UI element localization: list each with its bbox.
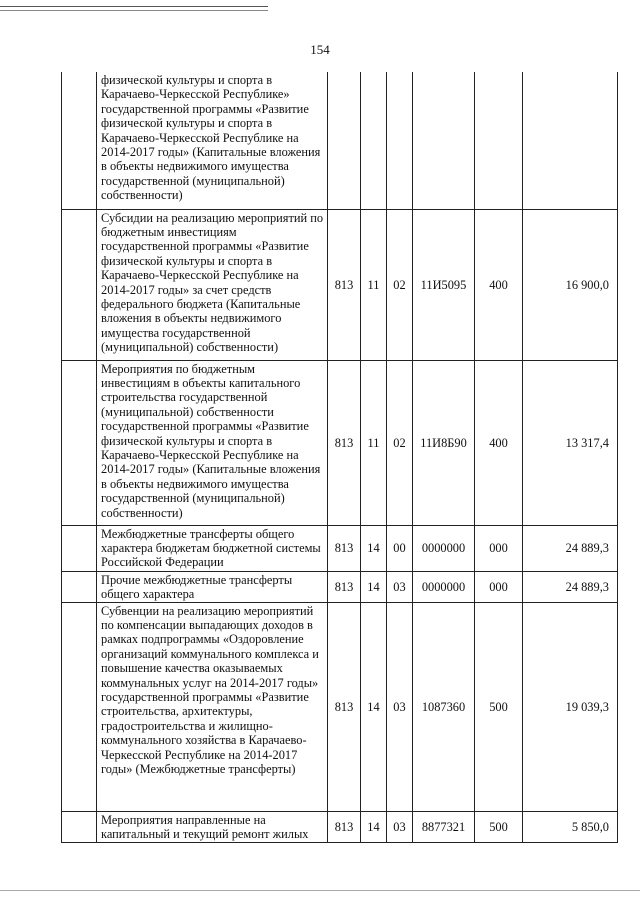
description-cell: Субвенции на реализацию мероприятий по компенсации выпадающих доходов в рамках подпрограммы «Оздоровление организаций коммунального комплекса и повышение качества оказываемых коммунальных услуг на 2014-2017 годы» государственной программы «Развитие строительства, архитектуры, градостроительства и жилищно-коммунального хозяйства в Карачаево-Черкесской Республике на 2014-2017 годы» (Межбюджетные трансферты) (97, 602, 328, 811)
table-row (62, 811, 618, 842)
table-row (62, 571, 618, 602)
ved-cell: 813 (328, 360, 361, 525)
sum-cell: 5 850,0 (523, 811, 618, 842)
vr-cell: 500 (475, 602, 523, 811)
table-row (62, 525, 618, 571)
sum-cell: 19 039,3 (523, 602, 618, 811)
footer-rule (0, 890, 640, 891)
ved-cell: 813 (328, 571, 361, 602)
csr-cell (413, 72, 475, 209)
csr-cell: 8877321 (413, 811, 475, 842)
pr-cell: 02 (387, 209, 413, 360)
pr-cell: 00 (387, 525, 413, 571)
table-row (62, 360, 618, 525)
ved-cell: 813 (328, 209, 361, 360)
ved-cell (328, 72, 361, 209)
rz-cell: 14 (361, 602, 387, 811)
vr-cell: 400 (475, 209, 523, 360)
sum-cell: 24 889,3 (523, 571, 618, 602)
ved-cell: 813 (328, 811, 361, 842)
csr-cell: 0000000 (413, 571, 475, 602)
sum-cell (523, 72, 618, 209)
csr-cell: 0000000 (413, 525, 475, 571)
description-cell: Субсидии на реализацию мероприятий по бюджетным инвестициям государственной программы «Развитие физической культуры и спорта в Карачаево-Черкесской Республике на 2014-2017 годы» за счет средств федерального бюджета (Капитальные вложения в объекты недвижимого имущества государственной (муниципальной) собственности) (97, 209, 328, 360)
rz-cell: 14 (361, 571, 387, 602)
rz-cell: 14 (361, 525, 387, 571)
header-rule-secondary (0, 10, 268, 11)
row-number-cell (62, 360, 97, 525)
vr-cell: 400 (475, 360, 523, 525)
ved-cell: 813 (328, 602, 361, 811)
rz-cell (361, 72, 387, 209)
rz-cell: 11 (361, 360, 387, 525)
table-row (62, 72, 618, 209)
page-number: 154 (310, 42, 330, 57)
table-row (62, 602, 618, 811)
header-rule (0, 6, 268, 7)
pr-cell: 02 (387, 360, 413, 525)
pr-cell: 03 (387, 571, 413, 602)
rz-cell: 14 (361, 811, 387, 842)
sum-cell: 16 900,0 (523, 209, 618, 360)
table-row (62, 209, 618, 360)
csr-cell: 1087360 (413, 602, 475, 811)
row-number-cell (62, 525, 97, 571)
csr-cell: 11И8Б90 (413, 360, 475, 525)
row-number-cell (62, 811, 97, 842)
budget-table (61, 72, 618, 843)
vr-cell: 000 (475, 571, 523, 602)
vr-cell (475, 72, 523, 209)
description-cell: Межбюджетные трансферты общего характера бюджетам бюджетной системы Российской Федерации (97, 525, 328, 571)
description-cell: физической культуры и спорта в Карачаево-Черкесской Республике» государственной программы «Развитие физической культуры и спорта в Карачаево-Черкесской Республике на 2014-2017 годы» (Капитальные вложения в объекты недвижимого имущества государственной (муниципальной) собственности) (97, 72, 328, 209)
pr-cell: 03 (387, 811, 413, 842)
sum-cell: 13 317,4 (523, 360, 618, 525)
pr-cell: 03 (387, 602, 413, 811)
row-number-cell (62, 571, 97, 602)
vr-cell: 000 (475, 525, 523, 571)
vr-cell: 500 (475, 811, 523, 842)
csr-cell: 11И5095 (413, 209, 475, 360)
description-cell: Мероприятия по бюджетным инвестициям в объекты капитального строительства государственной (муниципальной) собственности государственной программы «Развитие физической культуры и спорта в Карачаево-Черкесской Республике на 2014-2017 годы» (Капитальные вложения в объекты недвижимого имущества государственной (муниципальной) собственности) (97, 360, 328, 525)
row-number-cell (62, 72, 97, 209)
description-cell: Мероприятия направленные на капитальный и текущий ремонт жилых (97, 811, 328, 842)
pr-cell (387, 72, 413, 209)
description-cell: Прочие межбюджетные трансферты общего характера (97, 571, 328, 602)
ved-cell: 813 (328, 525, 361, 571)
row-number-cell (62, 209, 97, 360)
sum-cell: 24 889,3 (523, 525, 618, 571)
row-number-cell (62, 602, 97, 811)
rz-cell: 11 (361, 209, 387, 360)
